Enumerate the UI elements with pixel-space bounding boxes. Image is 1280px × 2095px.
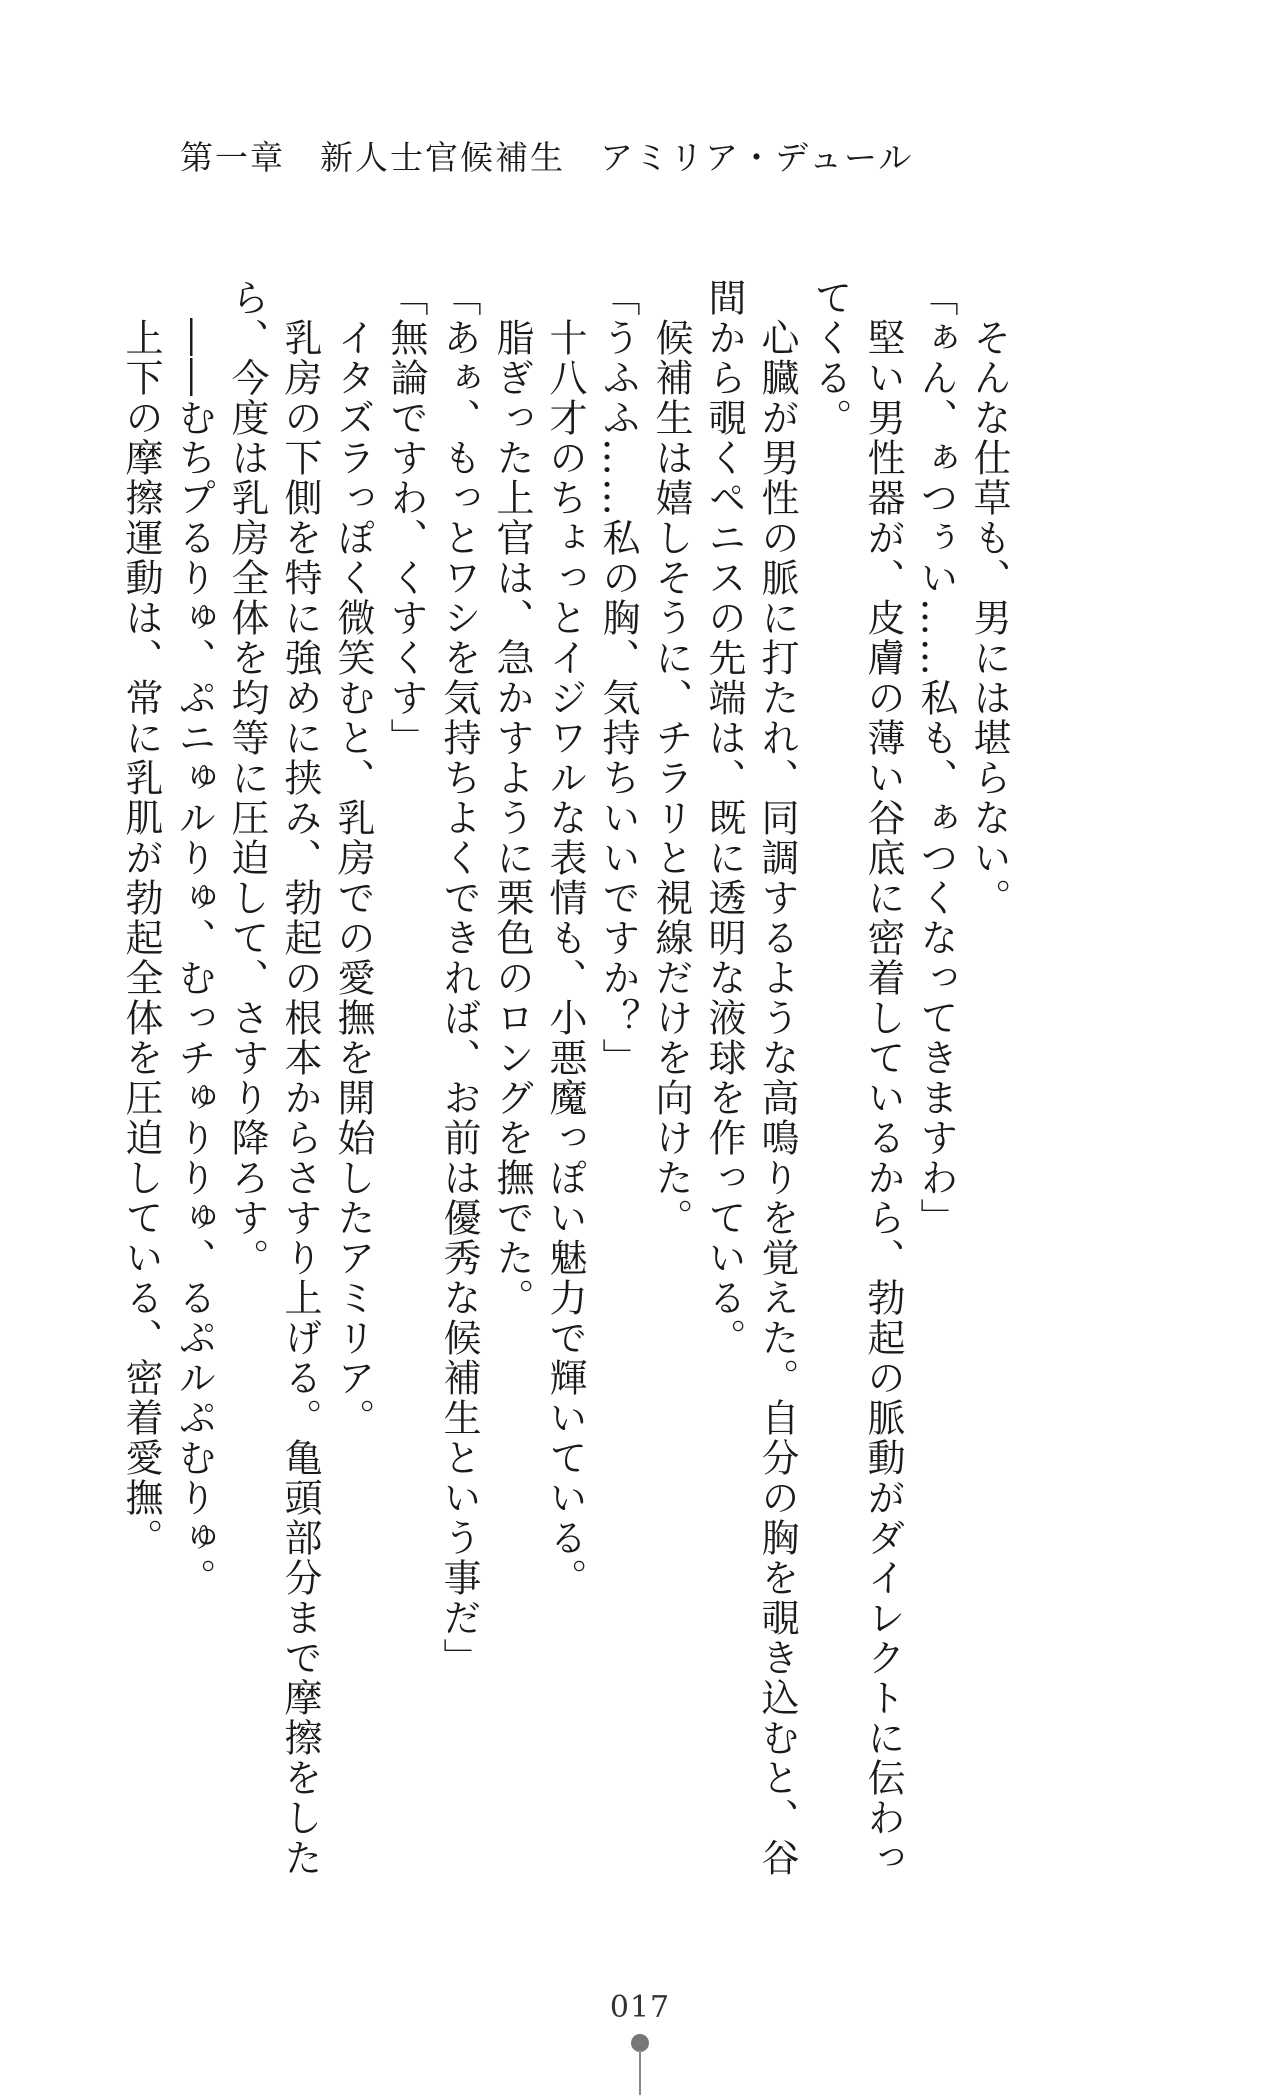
text-line: 「うふふ……私の胸、気持ちいいですか？」 <box>596 278 640 1078</box>
text-line: 候補生は嬉しそうに、チラリと視線だけを向けた。 <box>649 278 693 1238</box>
text-line: 乳房の下側を特に強めに挟み、勃起の根本からさすり上げる。亀頭部分まで摩擦をした <box>278 278 322 1878</box>
text-line: そんな仕草も、男には堪らない。 <box>967 278 1011 918</box>
page-number: 017 <box>609 1990 671 2025</box>
text-line: ――むちプるりゅ、ぷニゅルりゅ、むっチゅりりゅ、るぷルぷむりゅ。 <box>172 278 216 1598</box>
text-line: 堅い男性器が、皮膚の薄い谷底に密着しているから、勃起の脈動がダイレクトに伝わっ <box>861 278 905 1878</box>
text-line: 「無論ですわ、くすくす」 <box>384 278 428 758</box>
body-text <box>114 278 1015 1998</box>
text-line: 「ぁん、ぁつぅい……私も、ぁつくなってきますわ」 <box>914 278 958 1238</box>
text-line: 脂ぎった上官は、急かすように栗色のロングを撫でた。 <box>490 278 534 1318</box>
text-line: 間から覗くペニスの先端は、既に透明な液球を作っている。 <box>702 278 746 1358</box>
text-line: 十八才のちょっとイジワルな表情も、小悪魔っぽい魅力で輝いている。 <box>543 278 587 1598</box>
folio-rule-ornament <box>639 2050 641 2095</box>
text-line: ら、今度は乳房全体を均等に圧迫して、さすり降ろす。 <box>225 278 269 1278</box>
text-line: 上下の摩擦運動は、常に乳肌が勃起全体を圧迫している、密着愛撫。 <box>119 278 163 1558</box>
text-line: てくる。 <box>808 278 852 438</box>
text-line: イタズラっぽく微笑むと、乳房での愛撫を開始したアミリア。 <box>331 278 375 1438</box>
running-head: 第一章 新人士官候補生 アミリア・デュール <box>180 138 914 177</box>
text-line: 心臓が男性の脈に打たれ、同調するような高鳴りを覚えた。自分の胸を覗き込むと、谷 <box>755 278 799 1878</box>
text-line: 「あぁ、もっとワシを気持ちよくできれば、お前は優秀な候補生という事だ」 <box>437 278 481 1678</box>
